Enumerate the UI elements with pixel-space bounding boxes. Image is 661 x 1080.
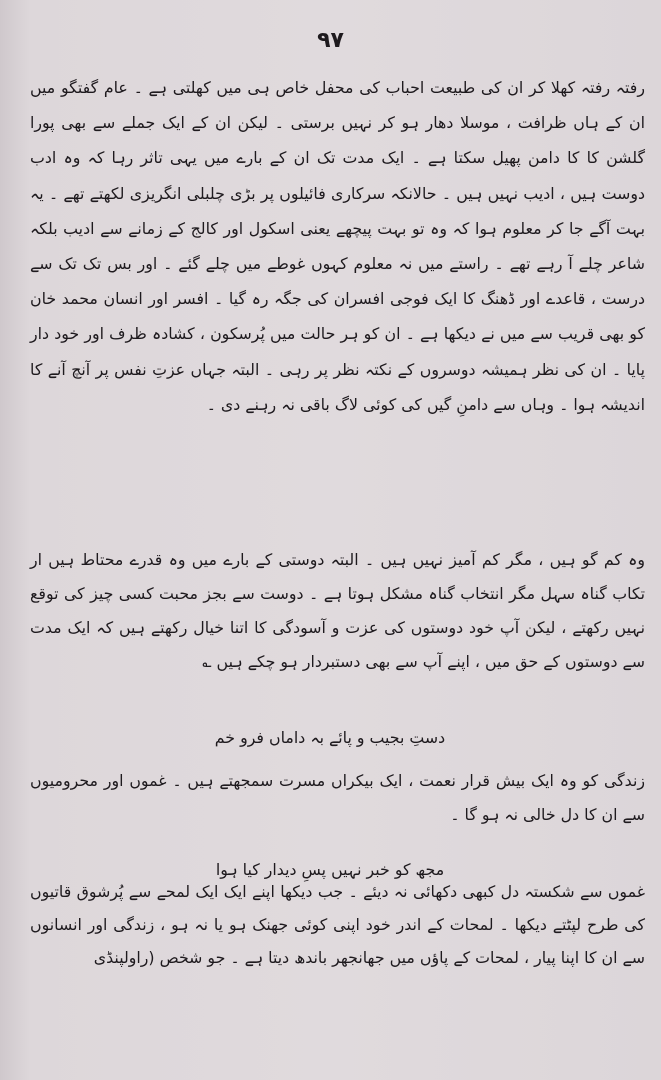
paragraph-1: رفتہ رفتہ کھلا کر ان کی طبیعت احباب کی محفل خاص ہی میں کھلتی ہے ۔ عام گفتگو میں ان کے ہاں ظرافت ، موسلا دھار ہو کر نہیں برستی ۔ لیکن ان کے ایک جملے سے بھی پورا گلشن کا کا دامن پھیل سکتا ہے ۔ ایک مدت تک ان کے بارے میں یہی تاثر رہا کہ وہ ادب دوست ہیں ، ادیب نہیں ہیں ۔ حالانکہ سرکاری فائیلوں پر بڑی چلبلی انگریزی لکھتے تھے ۔ یہ بہت آگے جا کر معلوم ہوا کہ وہ تو بہت پیچھے یعنی اسکول اور کالج کے زمانے سے ادیب بلکہ شاعر چلے آ رہے تھے ۔ راستے میں نہ معلوم کہوں غوطے میں چلے گئے ۔ اور بس تک تک سے درست ، قاعدے اور ڈھنگ کا ایک فوجی افسران کی جگہ رہ گیا ۔ افسر اور انسان محمد خان کو بھی قریب سے میں نے دیکھا ہے ۔ ان کو ہر حالت میں پُرسکون ، کشادہ ظرف اور خود دار پایا ۔ ان کی نظر ہمیشہ دوسروں کے نکتہ نظر پر رہی ۔ البتہ جہاں عزتِ نفس پر آنچ آنے کا اندیشہ ہوا ۔ وہاں سے دامنِ گیں کی کوئی لاگ باقی نہ رہنے دی ۔ [30,78,645,414]
paragraph-2: وہ کم گو ہیں ، مگر کم آمیز نہیں ہیں ۔ البتہ دوستی کے بارے میں وہ قدرے محتاط ہیں ار تکاب گناہ سہل مگر انتخاب گناہ مشکل ہوتا ہے ۔ دوست سے بجز محبت کسی چیز کی توقع نہیں رکھتے ، لیکن آپ خود دوستوں کی عزت و آسودگی کا اتنا خیال رکھتے ہیں کہ ایک مدت سے دوستوں کے حق میں ، اپنے آپ سے بھی دستبردار ہو چکے ہیں ؎ [30,550,645,671]
page-number: ۹۷ [317,28,344,53]
paragraph-after-verse: زندگی کو وہ ایک بیش قرار نعمت ، ایک بیکراں مسرت سمجھتے ہیں ۔ غموں اور محرومیوں سے ان کا دل خالی نہ ہو گا ۔ [30,771,645,824]
verse-line-1: دستِ بجیب و پائے بہ داماں فرو خم [214,728,446,747]
paragraph-3: غموں سے شکستہ دل کبھی دکھائی نہ دیئے ۔ جب دیکھا اپنے ایک ایک لمحے سے پُرشوق قاتیوں کی طرح لپٹتے دیکھا ۔ لمحات کے اندر خود اپنی کوئی جھنک ہو یا نہ ہو ، زندگی اور انسانوں سے ان کا اپنا پیار ، لمحات کے پاؤں میں جھانجھر باندھ دیتا ہے ۔ جو شخص (راولپنڈی [30,882,645,967]
verse-line-2: مجھ کو خبر نہیں پسِ دیدار کیا ہوا [215,860,445,879]
